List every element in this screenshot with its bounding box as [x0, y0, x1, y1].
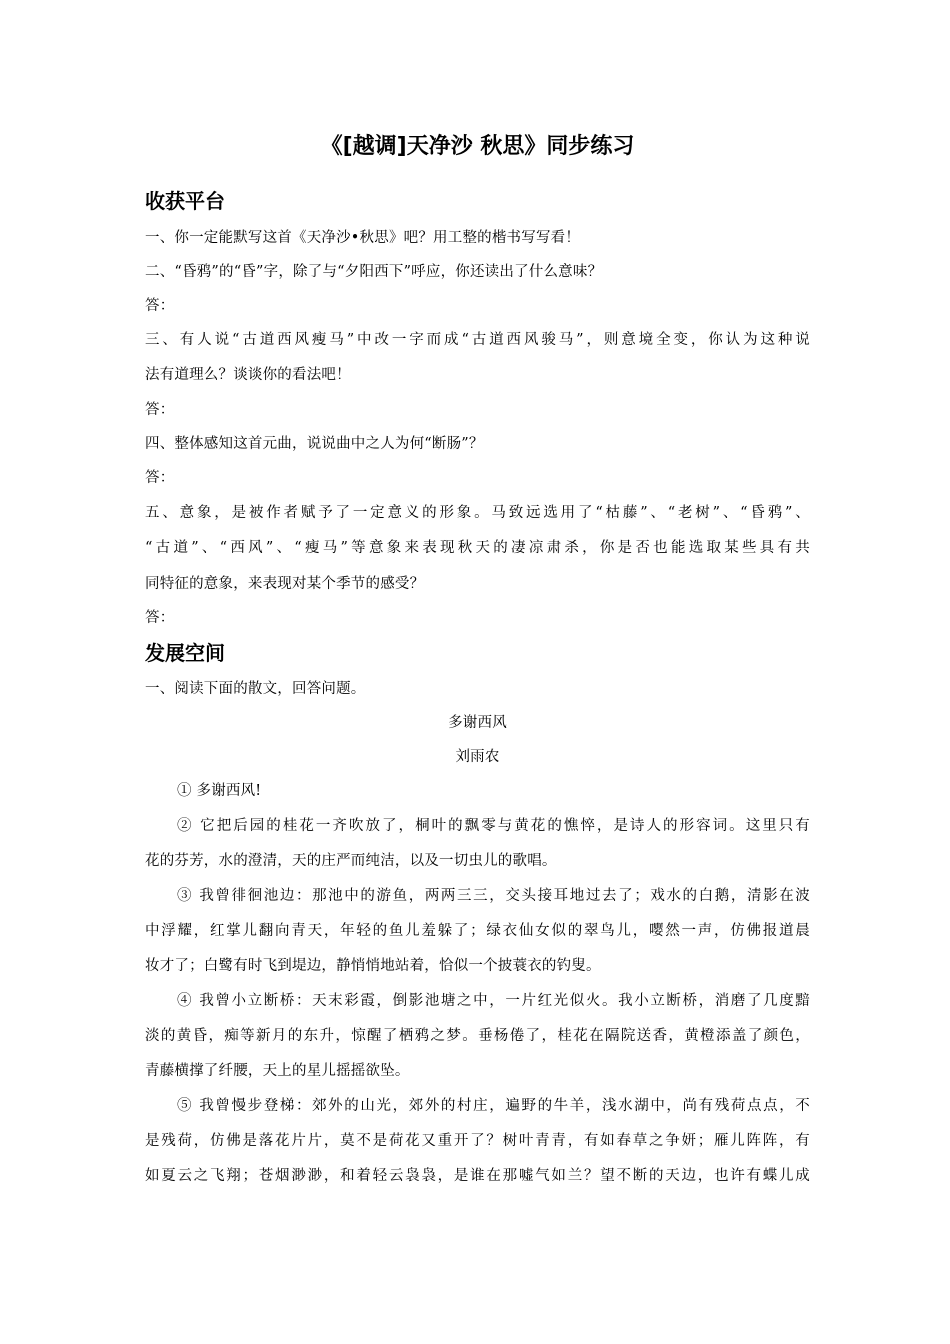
answer-label: 答： [145, 610, 175, 626]
essay-paragraph-line: ⑤ 我曾慢步登梯：郊外的山光，郊外的村庄，遍野的牛羊，浅水湖中，尚有残荷点点，不 [177, 1098, 810, 1114]
reading-instruction: 一、阅读下面的散文，回答问题。 [145, 681, 366, 697]
question-1: 一、你一定能默写这首《天净沙•秋思》吧？用工整的楷书写写看！ [145, 230, 581, 246]
essay-paragraph-line: 是残荷，仿佛是落花片片，莫不是荷花又重开了？树叶青青，有如春草之争妍；雁儿阵阵，有 [145, 1133, 810, 1149]
essay-paragraph-line: 淡的黄昏，痴等新月的东升，惊醒了栖鸦之梦。垂杨倦了，桂花在隔院送香，黄橙添盖了颜色， [145, 1028, 810, 1044]
essay-paragraph-line: ③ 我曾徘徊池边：那池中的游鱼，两两三三，交头接耳地过去了；戏水的白鹅，清影在波 [177, 888, 810, 904]
section-heading-development: 发展空间 [145, 641, 225, 665]
section-heading-harvest: 收获平台 [145, 189, 225, 213]
answer-label: 答： [145, 298, 175, 314]
question-3-line-2: 法有道理么？谈谈你的看法吧！ [145, 367, 351, 383]
essay-paragraph-line: ① 多谢西风! [177, 783, 262, 799]
question-5-line-2: “古道”、“西风”、“瘦马”等意象来表现秋天的凄凉肃杀，你是否也能选取某些具有共 [145, 540, 810, 556]
essay-paragraph-line: ② 它把后园的桂花一齐吹放了，桐叶的飘零与黄花的憔悴，是诗人的形容词。这里只有 [177, 818, 810, 834]
essay-paragraph-line: 花的芬芳，水的澄清，天的庄严而纯洁，以及一切虫儿的歌唱。 [145, 853, 557, 869]
question-3-line-1: 三、有人说“古道西风瘦马”中改一字而成“古道西风骏马”，则意境全变，你认为这种说 [145, 332, 810, 348]
essay-paragraph-line: 中浮耀，红掌儿翻向青天，年轻的鱼儿羞躲了；绿衣仙女似的翠鸟儿，嘤然一声，仿佛报道晨 [145, 923, 810, 939]
question-5-line-3: 同特征的意象，来表现对某个季节的感受？ [145, 576, 425, 592]
essay-paragraph-line: 如夏云之飞翔；苍烟渺渺，和着轻云袅袅，是谁在那嘘气如兰？望不断的天边，也许有蝶儿成 [145, 1168, 810, 1184]
answer-label: 答： [145, 402, 175, 418]
question-5-line-1: 五、意象，是被作者赋予了一定意义的形象。马致远选用了“枯藤”、“老树”、“昏鸦”、 [145, 505, 810, 521]
essay-title: 多谢西风 [448, 715, 507, 731]
essay-paragraph-line: 妆才了；白鹭有时飞到堤边，静悄悄地站着，恰似一个披蓑衣的钓叟。 [145, 958, 601, 974]
question-2: 二、“昏鸦”的“昏”字，除了与“夕阳西下”呼应，你还读出了什么意味？ [145, 264, 603, 280]
essay-paragraph-line: ④ 我曾小立断桥：天末彩霞，倒影池塘之中，一片红光似火。我小立断桥，消磨了几度黯 [177, 993, 810, 1009]
question-4: 四、整体感知这首元曲，说说曲中之人为何“断肠”？ [145, 436, 484, 452]
document-title: 《[越调]天净沙 秋思》同步练习 [320, 134, 635, 159]
answer-label: 答： [145, 470, 175, 486]
essay-paragraph-line: 青藤横撑了纤腰，天上的星儿摇摇欲坠。 [145, 1063, 410, 1079]
essay-author: 刘雨农 [455, 749, 500, 765]
